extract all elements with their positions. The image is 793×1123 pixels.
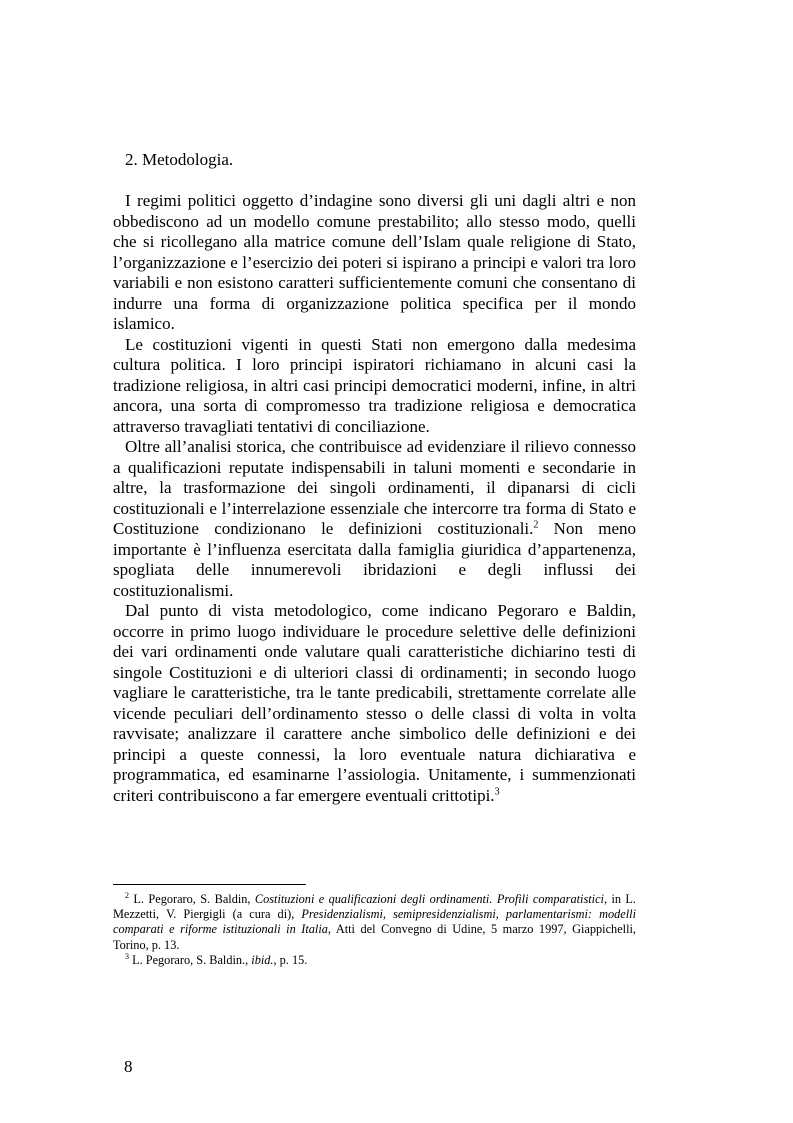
paragraph-3-text-b: Non meno importante è l’influenza esercitata dalla famiglia giuridica d’appartenenza, spogliata delle innumerevoli ibridazioni e degli influssi dei costituzionalismi.: [113, 519, 636, 600]
footnote-2-authors: L. Pegoraro, S. Baldin,: [129, 892, 255, 906]
footnote-3-number: 3: [125, 951, 129, 961]
footnote-ref-2[interactable]: 2: [533, 519, 539, 531]
footnote-3-page: , p. 15.: [273, 952, 308, 967]
footnote-2-publication: , Atti del Convegno di Udine, 5 marzo 1997, Giappichelli, Torino, p. 13.: [113, 922, 636, 952]
section-heading: 2. Metodologia.: [125, 150, 234, 169]
footnotes: [113, 892, 636, 968]
paragraph-1: [113, 191, 636, 335]
footnote-divider: [113, 884, 306, 885]
paragraph-2: [113, 335, 636, 438]
body-text: [113, 191, 636, 806]
footnote-ref-3[interactable]: 3: [494, 785, 500, 797]
footnote-3-ibid: ibid.: [251, 952, 274, 967]
footnote-2-book-title: Presidenzialismi, semipresidenzialismi, parlamentarismi: modelli comparati e riforme istituzionali in Italia: [113, 907, 636, 937]
footnote-2-editors: , in L. Mezzetti, V. Piergigli (a cura di),: [113, 892, 637, 922]
footnote-3: [113, 953, 636, 968]
paragraph-4: [113, 601, 636, 806]
page-number: 8: [124, 1057, 133, 1076]
paragraph-4-text: Dal punto di vista metodologico, come indicano Pegoraro e Baldin, occorre in primo luogo individuare le procedure selettive delle definizioni dei vari ordinamenti onde valutare quali caratteristiche dichiarino testi di singole Costituzioni e di ulteriori classi di ordinamenti; in secondo luogo vagliare le caratteristiche, tra le tante predicabili, strettamente correlate alle vicende peculiari dell’ordinamento stesso o delle classi di volta in volta ravvisate; analizzare il carattere anche simbolico delle definizioni e dei principi a queste connessi, la loro eventuale natura dichiarativa e programmatica, ed esaminarne l’assiologia. Unitamente, i summenzionati criteri contribuiscono a far emergere eventuali crittotipi.: [113, 601, 636, 805]
paragraph-2-text: Le costituzioni vigenti in questi Stati non emergono dalla medesima cultura politica. I loro principi ispiratori richiamano in alcuni casi la tradizione religiosa, in altri casi principi democratici moderni, infine, in altri ancora, una sorta di compromesso tra tradizione religiosa e democratica attraverso travagliati tentativi di conciliazione.: [113, 334, 636, 436]
footnote-2: [113, 892, 636, 953]
paragraph-3: [113, 437, 636, 601]
footnote-2-number: 2: [125, 890, 129, 900]
footnote-3-authors: L. Pegoraro, S. Baldin.,: [129, 952, 252, 967]
paragraph-1-text: I regimi politici oggetto d’indagine sono diversi gli uni dagli altri e non obbediscono ad un modello comune prestabilito; allo stesso modo, quelli che si ricollegano alla matrice comune dell’Islam quale religione di Stato, l’organizzazione e l’esercizio dei poteri si ispirano a principi e valori tra loro variabili e non esistono caratteri sufficientemente comuni che consentano di indurre una forma di organizzazione politica specifica per il mondo islamico.: [113, 191, 636, 333]
footnote-2-title: Costituzioni e qualificazioni degli ordinamenti. Profili comparatistici: [254, 892, 604, 906]
paragraph-3-text-a: Oltre all’analisi storica, che contribuisce ad evidenziare il rilievo connesso a qualificazioni reputate indispensabili in taluni momenti e secondarie in altre, la trasformazione dei singoli ordinamenti, il dipanarsi di cicli costituzionali e l’interrelazione essenziale che intercorre tra forma di Stato e Costituzione condizionano le definizioni costituzionali.: [113, 437, 636, 538]
